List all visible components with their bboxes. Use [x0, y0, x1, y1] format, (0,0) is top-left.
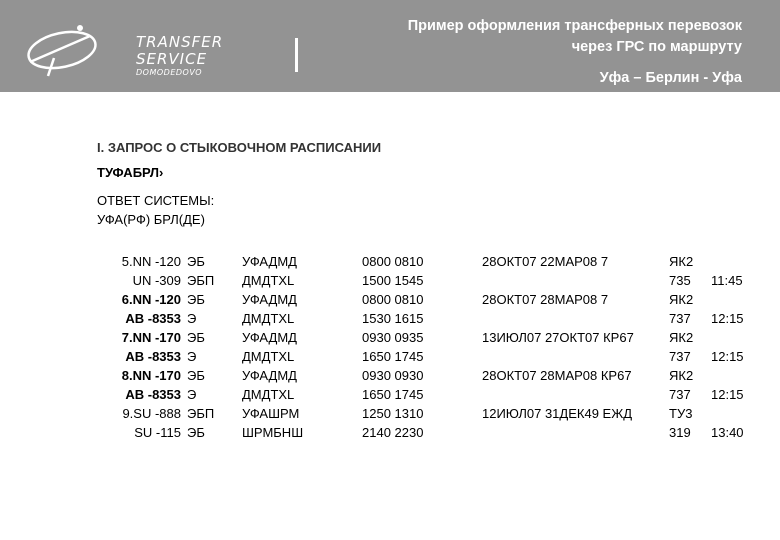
logo-line-1: TRANSFER — [136, 33, 224, 51]
header-banner — [0, 0, 780, 92]
cell-period: 28ОКТ07 22МАР08 7 — [482, 254, 609, 269]
cell-period — [482, 309, 634, 328]
cell-cls: Э — [187, 311, 197, 326]
route-line: УФА(РФ) БРЛ(ДЕ) — [97, 212, 205, 227]
cell-times: 0930 0930 — [362, 368, 424, 383]
cell-equip: 737 — [669, 387, 691, 402]
cell-duration: 12:15 — [711, 387, 744, 402]
col-class — [187, 252, 214, 442]
cell-equip: ЯК2 — [669, 292, 694, 307]
cell-cls: Э — [187, 387, 197, 402]
cell-cls: ЭБ — [187, 330, 205, 345]
logo-text — [136, 34, 223, 78]
cell-route: ДМДTXL — [242, 273, 295, 288]
cell-equip: ЯК2 — [669, 368, 694, 383]
cell-period — [482, 347, 634, 366]
cell-cls: ЭБП — [187, 406, 215, 421]
cell-duration — [711, 290, 744, 309]
transfer-service-logo-icon — [22, 18, 142, 80]
title-line-1: Пример оформления трансферных перевозок — [407, 18, 742, 34]
logo-line-3: DOMODEDOVO — [136, 68, 203, 77]
cell-duration: 13:40 — [711, 425, 744, 440]
cell-duration — [711, 366, 744, 385]
cell-route: ШРМБНШ — [242, 425, 304, 440]
page-title — [408, 16, 742, 58]
cell-period: 12ИЮЛ07 31ДЕК49 ЕЖД — [482, 406, 633, 421]
cell-flight: 7.NN -170 — [121, 330, 181, 345]
command-line: ТУФАБРЛ› — [97, 165, 164, 180]
cell-route: УФАДМД — [242, 368, 297, 383]
cell-duration — [711, 328, 744, 347]
cell-times: 0800 0810 — [362, 292, 424, 307]
cell-period: 28ОКТ07 28МАР08 7 — [482, 292, 609, 307]
cell-route: УФАДМД — [242, 330, 297, 345]
cell-flight: AB -8353 — [125, 311, 181, 326]
cell-equip: ТУ3 — [669, 406, 693, 421]
cell-period — [482, 423, 634, 442]
cell-period — [482, 385, 634, 404]
cell-flight: 6.NN -120 — [121, 292, 181, 307]
col-period — [482, 252, 634, 442]
cell-route: УФАДМД — [242, 292, 297, 307]
cell-period: 13ИЮЛ07 27ОКТ07 КР67 — [482, 330, 634, 345]
cell-times: 1530 1615 — [362, 311, 424, 326]
col-route — [242, 252, 303, 442]
header-divider — [295, 38, 298, 72]
cell-times: 2140 2230 — [362, 425, 424, 440]
col-times — [362, 252, 423, 442]
cell-times: 1650 1745 — [362, 387, 424, 402]
logo-line-2: SERVICE — [136, 50, 208, 68]
cell-times: 0930 0935 — [362, 330, 424, 345]
cell-period — [482, 271, 634, 290]
cell-equip: 737 — [669, 311, 691, 326]
cell-route: УФАШРМ — [242, 406, 300, 421]
route-title: Уфа – Берлин - Уфа — [599, 70, 742, 86]
cell-flight: 9.SU -888 — [122, 406, 181, 421]
cell-route: ДМДTXL — [242, 311, 295, 326]
col-duration — [711, 252, 744, 442]
cell-equip: ЯК2 — [669, 254, 694, 269]
cell-duration: 12:15 — [711, 349, 744, 364]
cell-equip: 737 — [669, 349, 691, 364]
cell-period: 28ОКТ07 28МАР08 КР67 — [482, 368, 632, 383]
cell-route: ДМДTXL — [242, 387, 295, 402]
cell-cls: Э — [187, 349, 197, 364]
cell-duration: 11:45 — [711, 273, 743, 288]
cell-times: 1500 1545 — [362, 273, 424, 288]
cell-route: ДМДTXL — [242, 349, 295, 364]
col-flight — [103, 252, 181, 442]
cell-duration — [711, 404, 744, 423]
cell-cls: ЭБ — [187, 254, 205, 269]
cell-flight: AB -8353 — [125, 349, 181, 364]
cell-cls: ЭБ — [187, 292, 205, 307]
section-title: I. ЗАПРОС О СТЫКОВОЧНОМ РАСПИСАНИИ — [97, 140, 382, 155]
cell-cls: ЭБП — [187, 273, 215, 288]
col-equipment — [669, 252, 693, 442]
cell-flight: AB -8353 — [125, 387, 181, 402]
cell-equip: 319 — [669, 425, 691, 440]
cell-times: 1650 1745 — [362, 349, 424, 364]
title-line-2: через ГРС по маршруту — [571, 39, 742, 55]
cell-times: 1250 1310 — [362, 406, 424, 421]
cell-equip: 735 — [669, 273, 691, 288]
cell-flight: 5.NN -120 — [121, 254, 181, 269]
cell-route: УФАДМД — [242, 254, 297, 269]
response-label: ОТВЕТ СИСТЕМЫ: — [97, 193, 215, 208]
cell-equip: ЯК2 — [669, 330, 694, 345]
cell-flight: SU -115 — [134, 425, 181, 440]
cell-duration — [711, 252, 744, 271]
cell-duration: 12:15 — [711, 311, 744, 326]
cell-flight: 8.NN -170 — [121, 368, 181, 383]
cell-times: 0800 0810 — [362, 254, 424, 269]
cell-cls: ЭБ — [187, 425, 205, 440]
cell-flight: UN -309 — [132, 273, 181, 288]
cell-cls: ЭБ — [187, 368, 205, 383]
